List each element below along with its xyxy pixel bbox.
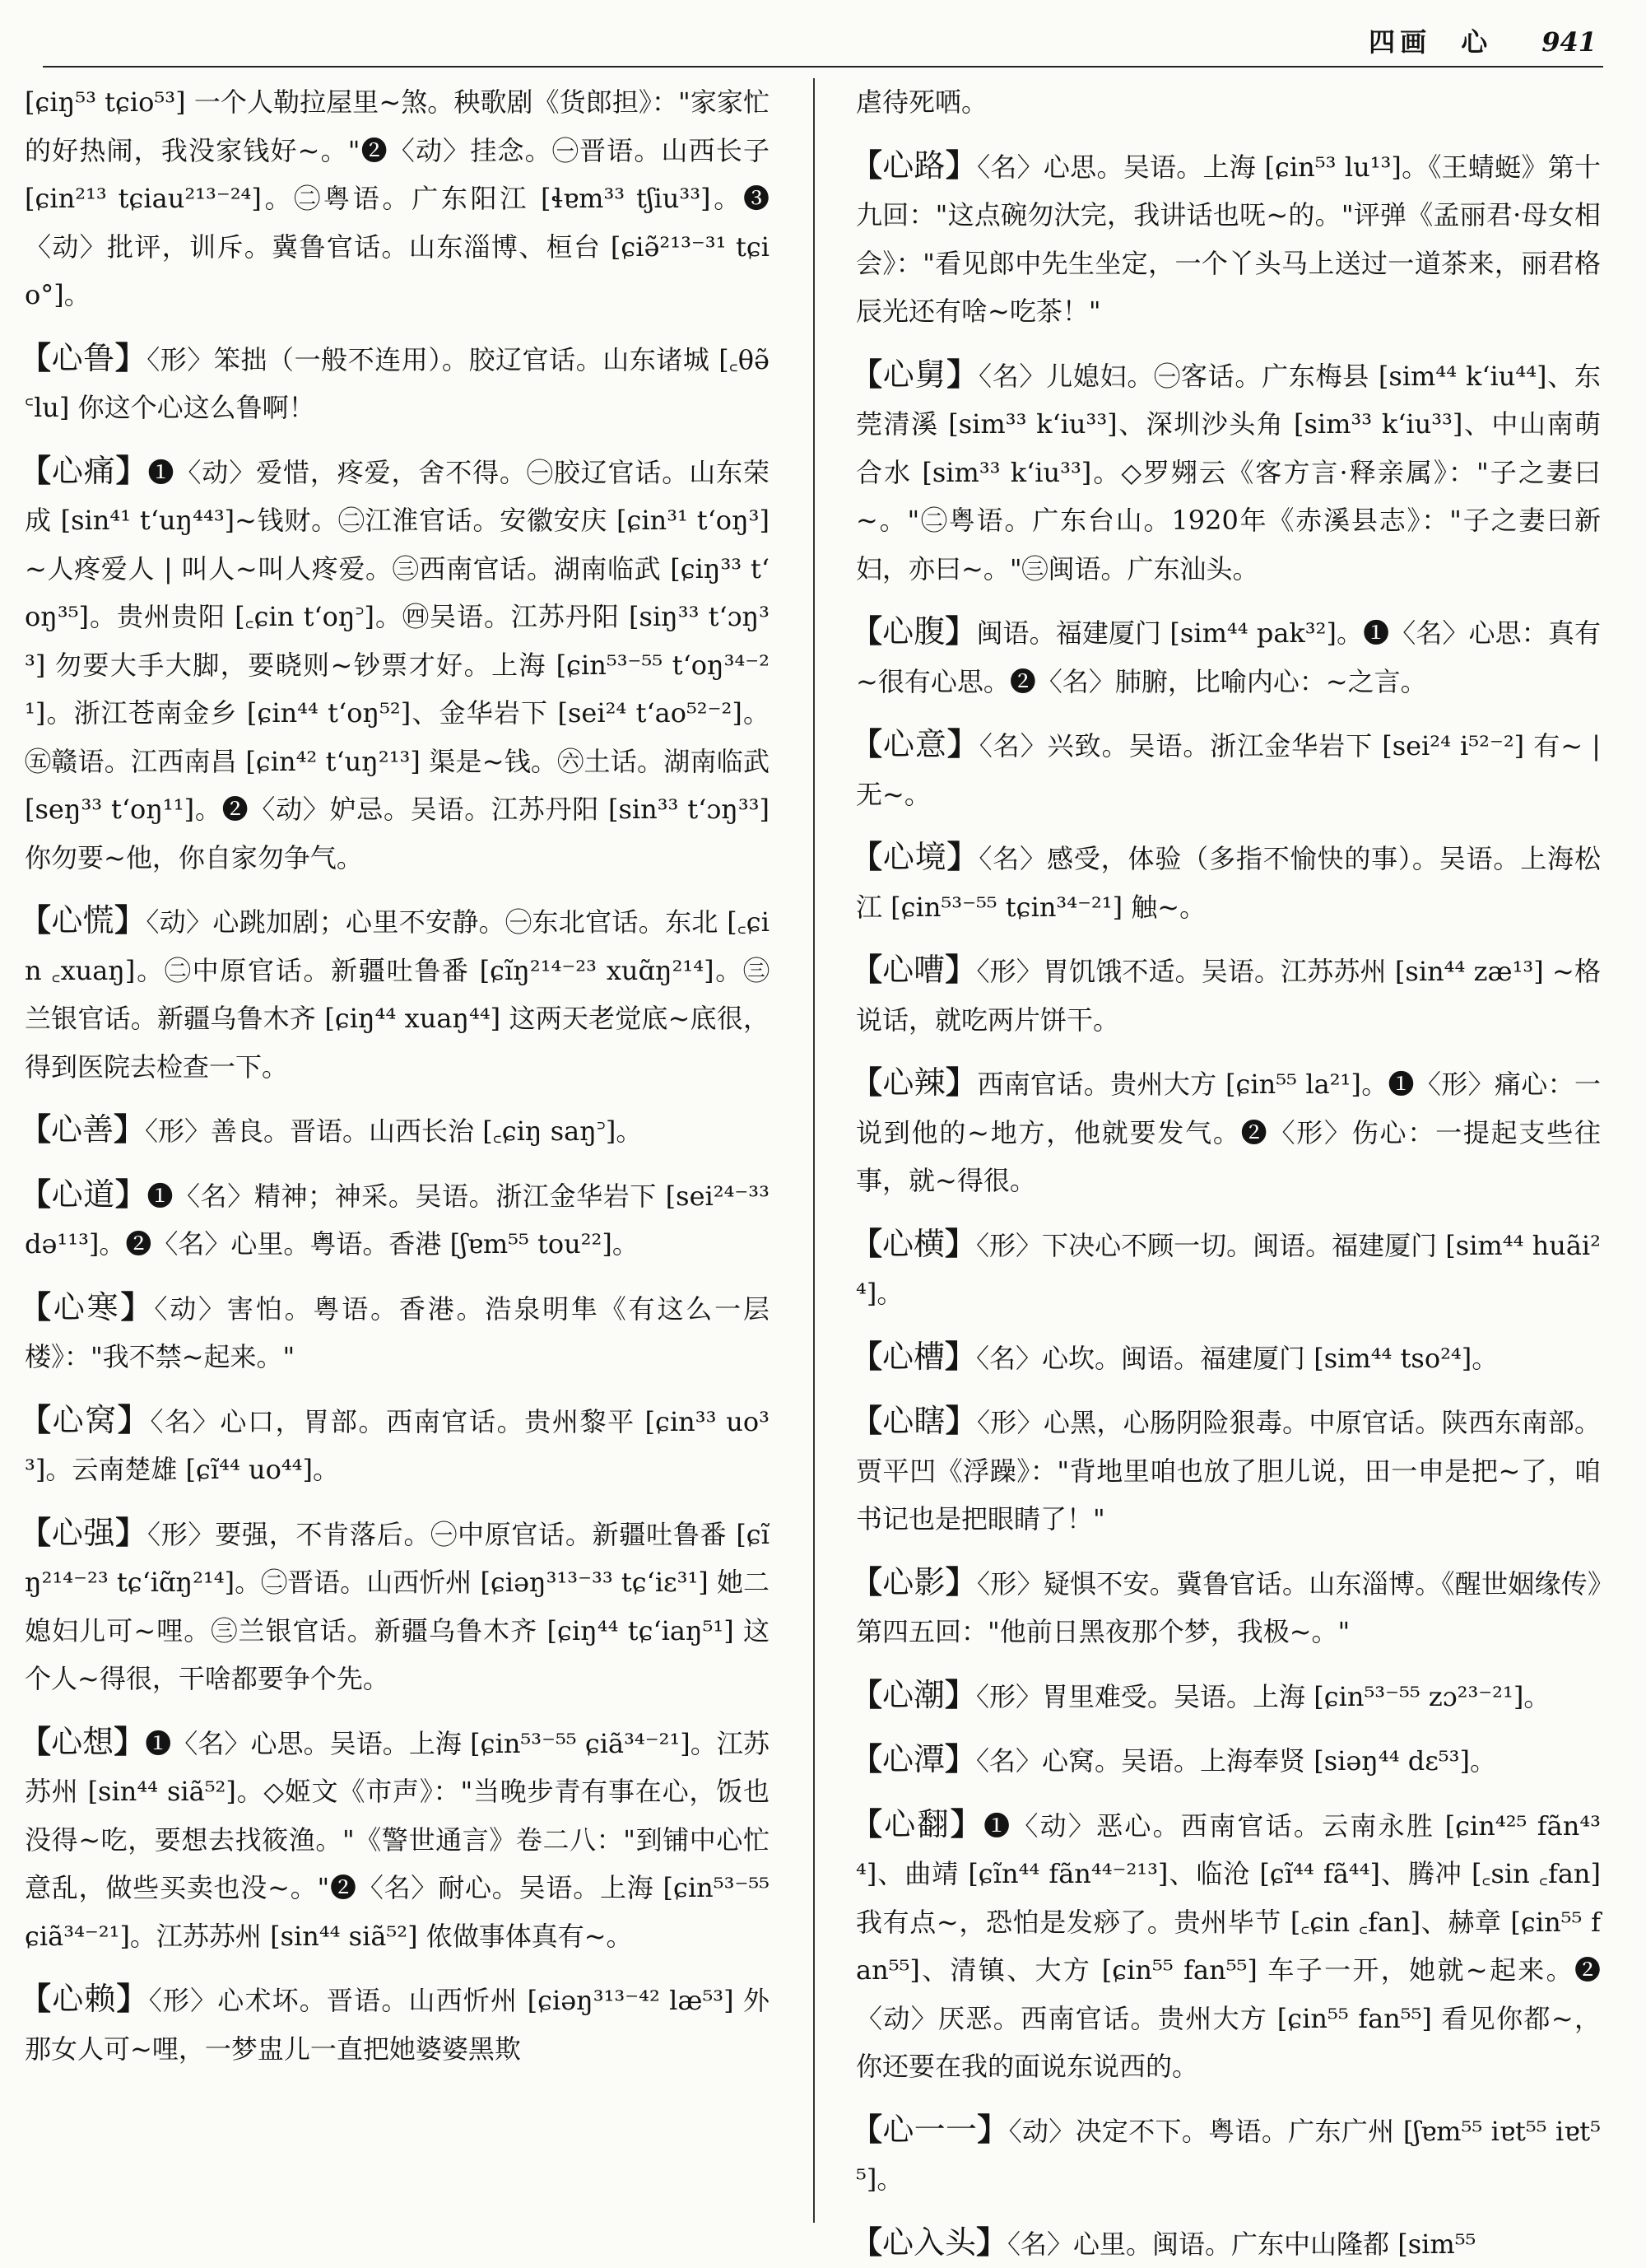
dictionary-entry	[25, 334, 770, 432]
entry-definition: 〈名〉感受，体验（多指不愉快的事）。吴语。上海松江 [ɕin⁵³⁻⁵⁵ tɕin³⁴⁻²¹] 触~。	[856, 843, 1601, 923]
dictionary-entry	[25, 1975, 770, 2073]
header-rule	[43, 66, 1603, 68]
radical-label: 心	[1461, 21, 1487, 59]
section-label: 四画	[1369, 21, 1431, 59]
entry-definition: 〈形〉要强，不肯落后。㊀中原官话。新疆吐鲁番 [ɕĩŋ²¹⁴⁻²³ tɕʻiɑ̃ŋ²¹⁴]。㊁晋语。山西忻州 [ɕiəŋ³¹³⁻³³ tɕʻiɛ³¹] 她二媳妇儿可~哩。㊂兰银官话。新疆乌鲁木齐 [ɕiŋ⁴⁴ tɕʻiaŋ⁵¹] 这个人~得很，干啥都要争个先。	[25, 1519, 770, 1695]
dictionary-entry	[856, 1220, 1601, 1318]
entry-definition: 〈形〉善良。晋语。山西长治 [꜀ɕiŋ saŋ꜄]。	[145, 1115, 642, 1147]
entry-headword: 【心影】	[851, 1564, 977, 1600]
entry-definition: 〈形〉胃饥饿不适。吴语。江苏苏州 [sin⁴⁴ zæ¹³] ~格说话，就吃两片饼干。	[856, 956, 1601, 1036]
entry-headword: 【心腹】	[851, 613, 976, 650]
entry-definition: ❶〈动〉恶心。西南官话。云南永胜 [ɕin⁴²⁵ fãn⁴³⁴]、曲靖 [ɕĩn⁴⁴ fãn⁴⁴⁻²¹³]、临沧 [ɕĩ⁴⁴ fã⁴⁴]、腾冲 [꜀sin ꜀fan] 我有点~，恐怕是发痧了。贵州毕节 [꜀ɕin ꜀fan]、赫章 [ɕin⁵⁵ fan⁵⁵]、清镇、大方 [ɕin⁵⁵ fan⁵⁵] 车子一开，她就~起来。❷〈动〉厌恶。西南官话。贵州大方 [ɕin⁵⁵ fan⁵⁵] 看见你都~，你还要在我的面说东说西的。	[856, 1810, 1601, 2083]
entry-definition: ❶〈名〉精神；神采。吴语。浙江金华岩下 [sei²⁴⁻³³ də¹¹³]。❷〈名〉心里。粤语。香港 [ʃɐm⁵⁵ tou²²]。	[25, 1181, 770, 1260]
entry-headword: 【心瞎】	[851, 1403, 977, 1439]
dictionary-entry	[856, 1800, 1601, 2091]
column-divider	[813, 78, 815, 2223]
dictionary-entry	[856, 833, 1601, 931]
entry-definition: 〈名〉心里。闽语。广东中山隆都 [sim⁵⁵	[1007, 2228, 1476, 2260]
page-header	[49, 21, 1597, 63]
right-column	[856, 78, 1601, 2210]
entry-headword: 【心横】	[851, 1226, 976, 1262]
page-number: 941	[1541, 26, 1597, 58]
dictionary-entry	[856, 1558, 1601, 1656]
entry-definition: 〈名〉儿媳妇。㊀客话。广东梅县 [sim⁴⁴ kʻiu⁴⁴]、东莞清溪 [sim³³ kʻiu³³]、深圳沙头角 [sim³³ kʻiu³³]、中山南萌合水 [sim³³ kʻiu³³]。◇罗翙云《客方言·释亲属》："子之妻曰~。"㊁粤语。广东台山。1920年《赤溪县志》："子之妻曰新妇，亦曰~。"㊂闽语。广东汕头。	[856, 361, 1601, 584]
dictionary-entry	[856, 720, 1601, 818]
entry-definition: 〈形〉下决心不顾一切。闽语。福建厦门 [sim⁴⁴ huãi²⁴]。	[856, 1230, 1601, 1310]
entry-headword: 【心窝】	[20, 1402, 151, 1438]
entry-headword: 【心嘈】	[851, 952, 977, 988]
dictionary-entry	[856, 1333, 1601, 1383]
entry-definition: ❶〈动〉爱惜，疼爱，舍不得。㊀胶辽官话。山东荣成 [sin⁴¹ tʻuŋ⁴⁴³]~钱财。㊁江淮官话。安徽安庆 [ɕin³¹ tʻoŋ³] ~人疼爱人 | 叫人~叫人疼爱。㊂西南官话。湖南临武 [ɕiŋ³³ tʻoŋ³⁵]。贵州贵阳 [꜀ɕin tʻoŋ꜄]。㊃吴语。江苏丹阳 [siŋ³³ tʻɔŋ³³] 勿要大手大脚，要晓则~钞票才好。上海 [ɕin⁵³⁻⁵⁵ tʻoŋ³⁴⁻²¹]。浙江苍南金乡 [ɕin⁴⁴ tʻoŋ⁵²]、金华岩下 [sei²⁴ tʻao⁵²⁻²]。㊄赣语。江西南昌 [ɕin⁴² tʻuŋ²¹³] 渠是~钱。㊅土话。湖南临武 [seŋ³³ tʻoŋ¹¹]。❷〈动〉妒忌。吴语。江苏丹阳 [sin³³ tʻɔŋ³³] 你勿要~他，你自家勿争气。	[25, 457, 770, 873]
entry-definition: 〈形〉笨拙（一般不连用）。胶辽官话。山东诸城 [꜀θə̃ ꜂lu] 你这个心这么鲁啊！	[25, 344, 770, 424]
entry-definition: 〈名〉心窝。吴语。上海奉贤 [siəŋ⁴⁴ dɛ⁵³]。	[976, 1745, 1496, 1777]
entry-headword: 【心慌】	[20, 902, 146, 938]
entry-headword: 【心意】	[851, 726, 979, 762]
entry-headword: 【心潮】	[851, 1677, 976, 1713]
entry-definition: 〈动〉害怕。粤语。香港。浩泉明隼《有这么一层楼》："我不禁~起来。"	[25, 1293, 770, 1373]
dictionary-entry	[25, 1171, 770, 1269]
entry-definition: ❶〈名〉心思。吴语。上海 [ɕin⁵³⁻⁵⁵ ɕiã³⁴⁻²¹]。江苏苏州 [sin⁴⁴ siã⁵²]。◇姬文《市声》："当晚步青有事在心，饭也没得~吃，要想去找筱渔。"《警世通言》卷二八："到铺中心忙意乱，做些买卖也没~。"❷〈名〉耐心。吴语。上海 [ɕin⁵³⁻⁵⁵ ɕiã³⁴⁻²¹]。江苏苏州 [sin⁴⁴ siã⁵²] 侬做事体真有~。	[25, 1728, 770, 1952]
entry-definition: 〈名〉兴致。吴语。浙江金华岩下 [sei²⁴ i⁵²⁻²] 有~ | 无~。	[856, 730, 1601, 810]
entry-definition: 闽语。福建厦门 [sim⁴⁴ pak³²]。❶〈名〉心思：真有~很有心思。❷〈名〉肺腑，比喻内心：~之言。	[856, 617, 1601, 697]
dictionary-entry	[25, 896, 770, 1091]
entry-definition: 〈名〉心坎。闽语。福建厦门 [sim⁴⁴ tso²⁴]。	[976, 1343, 1498, 1374]
entry-headword: 【心翻】	[851, 1806, 983, 1842]
entry-headword: 【心槽】	[851, 1339, 976, 1375]
entry-headword: 【心境】	[851, 839, 979, 875]
entry-headword: 【心寒】	[20, 1289, 154, 1325]
entry-headword: 【心鲁】	[20, 340, 146, 376]
entry-headword: 【心一一】	[851, 2112, 1009, 2148]
entry-headword: 【心道】	[20, 1176, 146, 1213]
dictionary-entry	[856, 1735, 1601, 1786]
entry-headword: 【心痛】	[20, 453, 148, 489]
entry-definition: 西南官话。贵州大方 [ɕin⁵⁵ la²¹]。❶〈形〉痛心：一说到他的~地方，他就要发气。❷〈形〉伤心：一提起支些往事，就~得很。	[856, 1069, 1601, 1196]
dictionary-entry	[856, 78, 1601, 127]
entry-headword: 【心舅】	[851, 356, 979, 393]
entry-headword: 【心辣】	[851, 1064, 977, 1101]
entry-headword: 【心赖】	[20, 1981, 149, 2017]
entry-definition: 〈动〉心跳加剧；心里不安静。㊀东北官话。东北 [꜀ɕin ꜀xuaŋ]。㊁中原官话。新疆吐鲁番 [ɕĩŋ²¹⁴⁻²³ xuɑ̃ŋ²¹⁴]。㊂兰银官话。新疆乌鲁木齐 [ɕiŋ⁴⁴ xuaŋ⁴⁴] 这两天老觉底~底很，得到医院去检查一下。	[25, 906, 770, 1083]
entry-definition: 〈名〉心口，胃部。西南官话。贵州黎平 [ɕin³³ uo³³]。云南楚雄 [ɕĩ⁴⁴ uo⁴⁴]。	[25, 1406, 770, 1486]
entry-headword: 【心想】	[20, 1724, 145, 1760]
dictionary-entry	[25, 1283, 770, 1381]
dictionary-entry	[25, 1509, 770, 1703]
dictionary-entry	[856, 1059, 1601, 1205]
entry-definition: 〈形〉疑惧不安。冀鲁官话。山东淄博。《醒世姻缘传》第四五回："他前日黑夜那个梦，我极~。"	[856, 1568, 1601, 1648]
dictionary-entry	[856, 2106, 1601, 2204]
dictionary-entry	[856, 946, 1601, 1044]
entry-headword: 【心善】	[20, 1111, 145, 1148]
dictionary-entry	[25, 1396, 770, 1494]
dictionary-entry	[856, 1671, 1601, 1721]
dictionary-entry	[856, 142, 1601, 336]
entry-definition: 〈形〉心术坏。晋语。山西忻州 [ɕiəŋ³¹³⁻⁴² læ⁵³] 外那女人可~哩，一梦盅儿一直把她婆婆黑欺	[25, 1985, 770, 2065]
entry-definition: 〈动〉决定不下。粤语。广东广州 [ʃɐm⁵⁵ iɐt⁵⁵ iɐt⁵⁵]。	[856, 2116, 1601, 2196]
entry-definition: 〈名〉心思。吴语。上海 [ɕin⁵³ lu¹³]。《王蜻蜓》第十九回："这点碗勿汏完，我讲话也呒~的。"评弹《孟丽君·母女相会》："看见郎中先生坐定，一个丫头马上送过一道茶来，丽君格辰光还有啥~吃茶！"	[856, 151, 1601, 328]
dictionary-entry	[25, 1106, 770, 1156]
dictionary-entry	[25, 447, 770, 883]
entry-headword: 【心入头】	[851, 2224, 1007, 2261]
dictionary-entry	[856, 608, 1601, 706]
entry-definition: 〈形〉胃里难受。吴语。上海 [ɕin⁵³⁻⁵⁵ zɔ²³⁻²¹]。	[976, 1681, 1550, 1712]
entry-headword: 【心强】	[20, 1515, 147, 1551]
dictionary-entry	[25, 78, 770, 319]
dictionary-entry	[856, 351, 1601, 594]
dictionary-entry	[856, 2219, 1601, 2268]
entry-definition: [ɕiŋ⁵³ tɕio⁵³] 一个人勒拉屋里~煞。秧歌剧《货郎担》："家家忙的好热闹，我没家钱好~。"❷〈动〉挂念。㊀晋语。山西长子 [ɕin²¹³ tɕiau²¹³⁻²⁴]。㊁粤语。广东阳江 [ɬɐm³³ tʃiu³³]。❸〈动〉批评，训斥。冀鲁官话。山东淄博、桓台 [ɕiə̃²¹³⁻³¹ tɕio°]。	[25, 86, 770, 310]
entry-headword: 【心路】	[851, 147, 977, 184]
entry-definition: 〈形〉心黑，心肠阴险狠毒。中原官话。陕西东南部。贾平凹《浮躁》："背地里咱也放了胆儿说，田一申是把~了，咱书记也是把眼睛了！"	[856, 1407, 1601, 1535]
dictionary-entry	[25, 1718, 770, 1961]
entry-headword: 【心潭】	[851, 1741, 976, 1777]
entry-definition: 虐待死哂。	[856, 86, 988, 118]
dictionary-entry	[856, 1397, 1601, 1544]
left-column	[25, 78, 770, 2210]
